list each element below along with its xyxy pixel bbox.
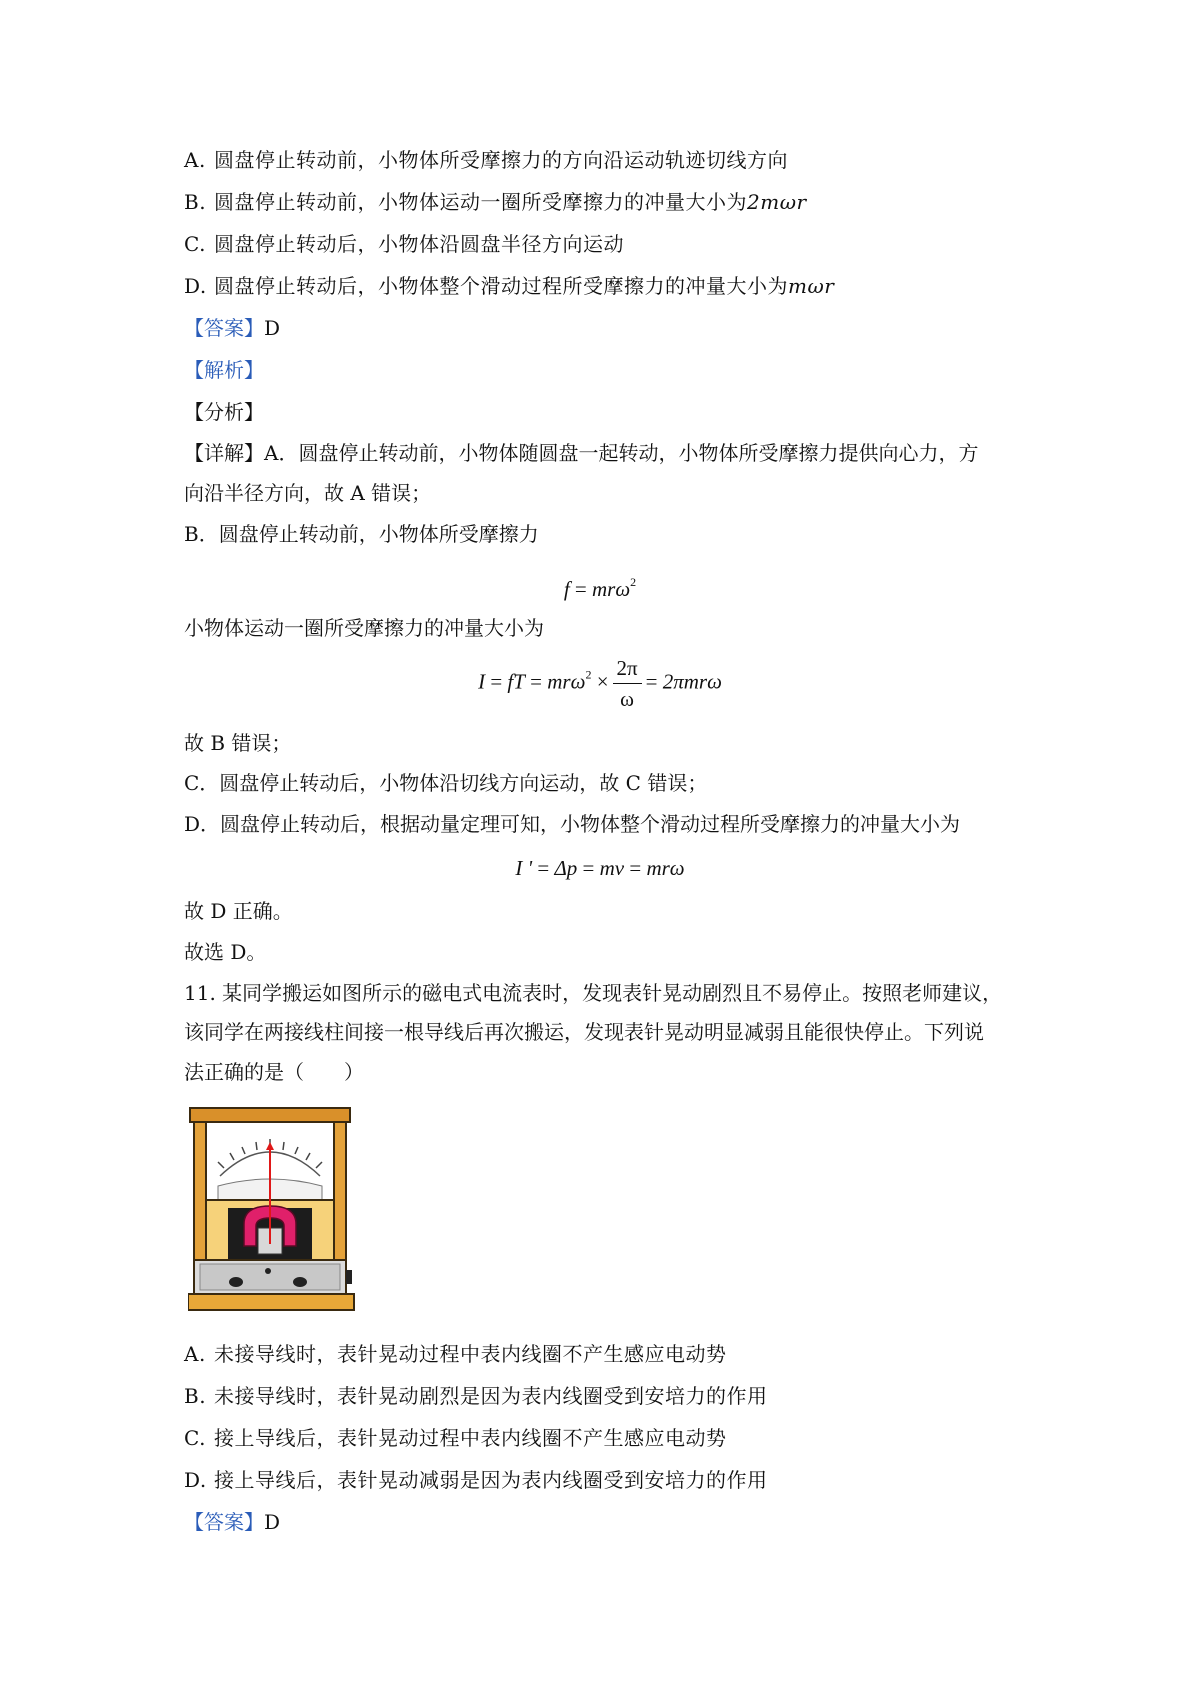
answer-label: 【答案】 bbox=[184, 1510, 264, 1534]
eq-fraction bbox=[613, 653, 642, 714]
eq-lhs: f bbox=[563, 577, 570, 601]
q10-analysis-label: 【解析】 bbox=[184, 358, 264, 382]
option-text: 圆盘停止转动前，小物体所受摩擦力的方向沿运动轨迹切线方向 bbox=[214, 148, 788, 172]
q11-option-a bbox=[184, 1340, 727, 1368]
detail-line-8: 故 D 正确。 bbox=[184, 899, 293, 923]
detail-line-6: C．圆盘停止转动后，小物体沿切线方向运动，故 C 错误； bbox=[184, 771, 708, 795]
detail-line-9: 故选 D。 bbox=[184, 940, 267, 964]
q10-option-d bbox=[184, 272, 834, 300]
detail-line-5: 故 B 错误； bbox=[184, 731, 292, 755]
eq-part: Δp bbox=[554, 856, 578, 880]
option-text: 圆盘停止转动前，小物体运动一圈所受摩擦力的冲量大小为 bbox=[214, 190, 747, 214]
side-knob bbox=[346, 1270, 352, 1284]
option-letter: B. bbox=[184, 190, 207, 214]
eq-part: I ' bbox=[515, 856, 533, 880]
eq-part: 2πmrω bbox=[662, 669, 722, 694]
eq-part: fT bbox=[507, 669, 525, 694]
option-text: 未接导线时，表针晃动剧烈是因为表内线圈受到安培力的作用 bbox=[214, 1384, 768, 1408]
option-letter: C. bbox=[184, 1426, 206, 1450]
option-letter: C. bbox=[184, 232, 206, 256]
eq-exponent: 2 bbox=[585, 667, 592, 682]
meter-wood-base bbox=[188, 1294, 354, 1310]
q11-option-b bbox=[184, 1382, 768, 1410]
detail-label: 【详解】 bbox=[184, 441, 264, 465]
q11-option-d bbox=[184, 1466, 768, 1494]
terminal-left bbox=[229, 1277, 243, 1287]
eq-rhs: mrω bbox=[592, 577, 631, 601]
answer-value: D bbox=[264, 1510, 281, 1534]
option-math: mωr bbox=[788, 274, 835, 298]
option-letter: B. bbox=[184, 1384, 207, 1408]
q11-answer bbox=[184, 1508, 280, 1536]
answer-label: 【答案】 bbox=[184, 316, 264, 340]
meter-top-rail bbox=[190, 1108, 350, 1122]
detail-line-1 bbox=[184, 439, 978, 467]
eq-part: I bbox=[478, 669, 486, 694]
option-letter: A. bbox=[184, 148, 206, 172]
base-panel bbox=[200, 1264, 340, 1290]
answer-value: D bbox=[264, 316, 281, 340]
q10-option-b bbox=[184, 188, 807, 216]
equation-momentum: I ' = Δp = mv = mrω bbox=[515, 856, 685, 880]
q10-option-c bbox=[184, 230, 624, 258]
terminal-center bbox=[265, 1268, 271, 1274]
option-letter: D. bbox=[184, 274, 207, 298]
q10-fenxi-label: 【分析】 bbox=[184, 400, 264, 424]
option-letter: A. bbox=[184, 1342, 206, 1366]
q11-stem-line-1: 11. 某同学搬运如图所示的磁电式电流表时，发现表针晃动剧烈且不易停止。按照老师建议， bbox=[184, 981, 1003, 1005]
eq-part: mv bbox=[599, 856, 625, 880]
q11-option-c bbox=[184, 1424, 727, 1452]
option-letter: D. bbox=[184, 1468, 207, 1492]
detail-line-2: 向沿半径方向，故 A 错误； bbox=[184, 481, 432, 505]
detail-line-7: D．圆盘停止转动后，根据动量定理可知，小物体整个滑动过程所受摩擦力的冲量大小为 bbox=[184, 812, 961, 836]
eq-exponent: 2 bbox=[630, 575, 637, 589]
terminal-right bbox=[293, 1277, 307, 1287]
option-text: 未接导线时，表针晃动过程中表内线圈不产生感应电动势 bbox=[214, 1342, 727, 1366]
equation-friction: f = mrω$^2$ bbox=[563, 575, 637, 601]
q11-stem-line-2: 该同学在两接线柱间接一根导线后再次搬运，发现表针晃动明显减弱且能很快停止。下列说 bbox=[184, 1020, 984, 1044]
equation-impulse: I = fT = mrω$^2$ × $\frac{2\pi}{\omega}$ = 2πmrω bbox=[0, 653, 1200, 714]
fraction-denominator: ω bbox=[620, 687, 634, 711]
option-text: 接上导线后，表针晃动过程中表内线圈不产生感应电动势 bbox=[214, 1426, 727, 1450]
detail-line-3: B．圆盘停止转动前，小物体所受摩擦力 bbox=[184, 522, 539, 546]
option-text: 圆盘停止转动后，小物体沿圆盘半径方向运动 bbox=[214, 232, 624, 256]
q11-stem-line-3: 法正确的是（ ） bbox=[184, 1060, 364, 1084]
galvanometer-illustration bbox=[188, 1106, 356, 1313]
option-text: 圆盘停止转动后，小物体整个滑动过程所受摩擦力的冲量大小为 bbox=[214, 274, 788, 298]
option-text: 接上导线后，表针晃动减弱是因为表内线圈受到安培力的作用 bbox=[214, 1468, 768, 1492]
detail-line-4: 小物体运动一圈所受摩擦力的冲量大小为 bbox=[184, 616, 544, 640]
fraction-numerator: 2π bbox=[613, 653, 642, 684]
q10-option-a bbox=[184, 146, 788, 174]
detail-text: A．圆盘停止转动前，小物体随圆盘一起转动，小物体所受摩擦力提供向心力，方 bbox=[264, 441, 979, 465]
eq-part: mrω bbox=[646, 856, 685, 880]
q10-answer bbox=[184, 314, 280, 342]
eq-part: mrω bbox=[547, 669, 586, 694]
option-math: 2mωr bbox=[747, 190, 807, 214]
